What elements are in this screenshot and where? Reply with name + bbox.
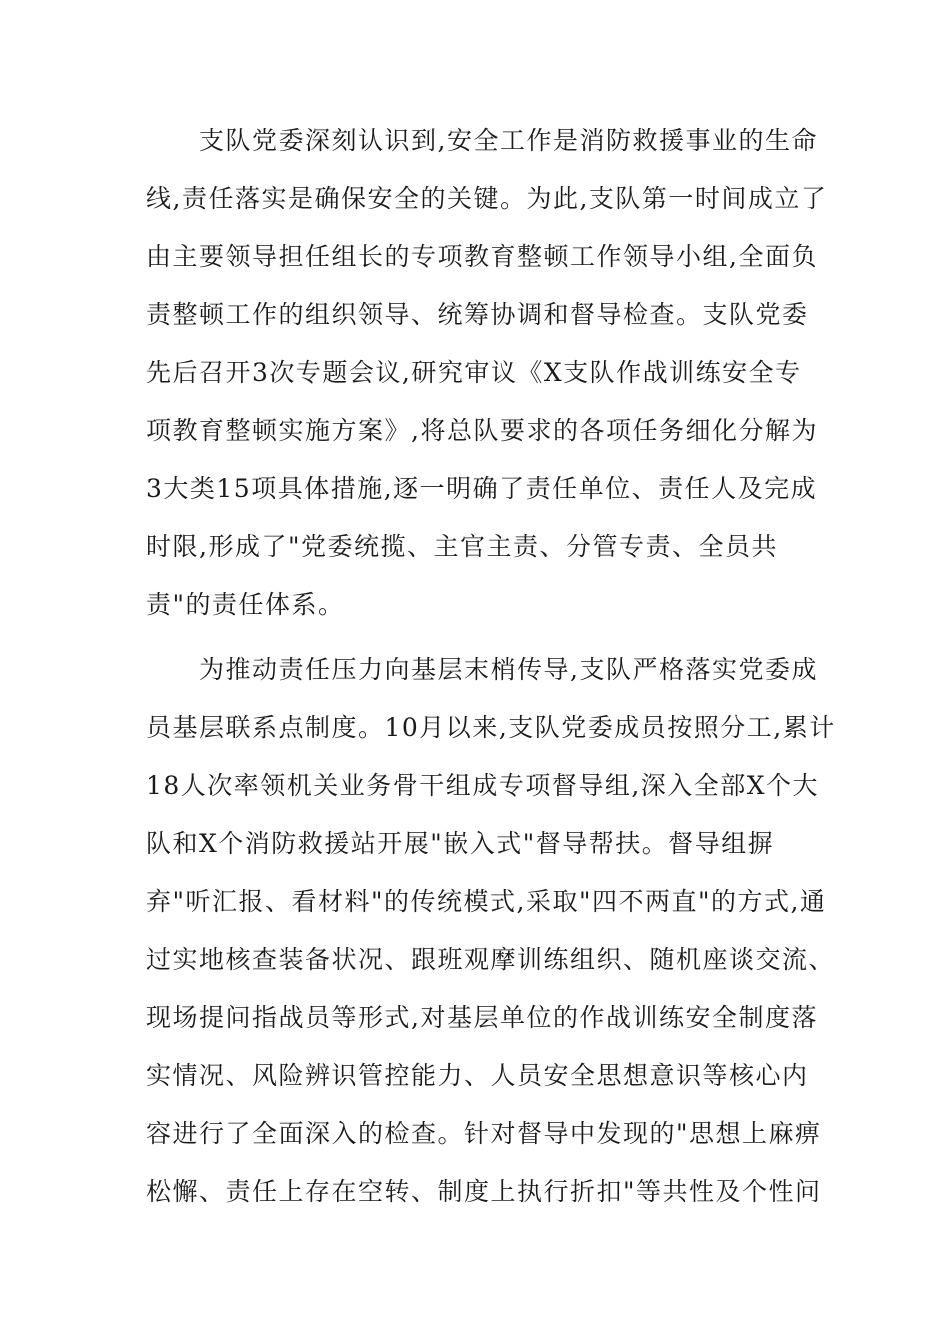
text-line: 责"的责任体系。 xyxy=(146,590,345,619)
text-line: 实情况、风险辨识管控能力、人员安全思想意识等核心内 xyxy=(146,1061,809,1090)
paragraph-responsibility-system xyxy=(146,112,828,634)
text-line: 现场提问指战员等形式,对基层单位的作战训练安全制度落 xyxy=(146,1003,818,1032)
text-line: 先后召开3次专题会议,研究审议《X支队作战训练安全专 xyxy=(146,358,802,387)
text-line: 支队党委深刻认识到,安全工作是消防救援事业的生命 xyxy=(146,126,818,155)
text-line: 队和X个消防救援站开展"嵌入式"督导帮扶。督导组摒 xyxy=(146,829,775,858)
text-line: 3大类15项具体措施,逐一明确了责任单位、责任人及完成 xyxy=(146,474,818,503)
text-line: 18人次率领机关业务骨干组成专项督导组,深入全部X个大 xyxy=(146,771,820,800)
text-line: 项教育整顿实施方案》,将总队要求的各项任务细化分解为 xyxy=(146,416,818,445)
text-line: 过实地核查装备状况、跟班观摩训练组织、随机座谈交流、 xyxy=(146,945,836,974)
paragraph-supervision xyxy=(146,641,836,1221)
text-line: 时限,形成了"党委统揽、主官主责、分管专责、全员共 xyxy=(146,532,778,561)
text-line: 弃"听汇报、看材料"的传统模式,采取"四不两直"的方式,通 xyxy=(146,887,827,916)
text-line: 松懈、责任上存在空转、制度上执行折扣"等共性及个性问 xyxy=(146,1177,822,1206)
text-line: 线,责任落实是确保安全的关键。为此,支队第一时间成立了 xyxy=(146,184,828,213)
text-line: 由主要领导担任组长的专项教育整顿工作领导小组,全面负 xyxy=(146,242,818,271)
text-line: 员基层联系点制度。10月以来,支队党委成员按照分工,累计 xyxy=(146,713,836,742)
text-line: 为推动责任压力向基层末梢传导,支队严格落实党委成 xyxy=(146,655,818,684)
text-line: 责整顿工作的组织领导、统筹协调和督导检查。支队党委 xyxy=(146,300,809,329)
text-line: 容进行了全面深入的检查。针对督导中发现的"思想上麻痹 xyxy=(146,1119,822,1148)
